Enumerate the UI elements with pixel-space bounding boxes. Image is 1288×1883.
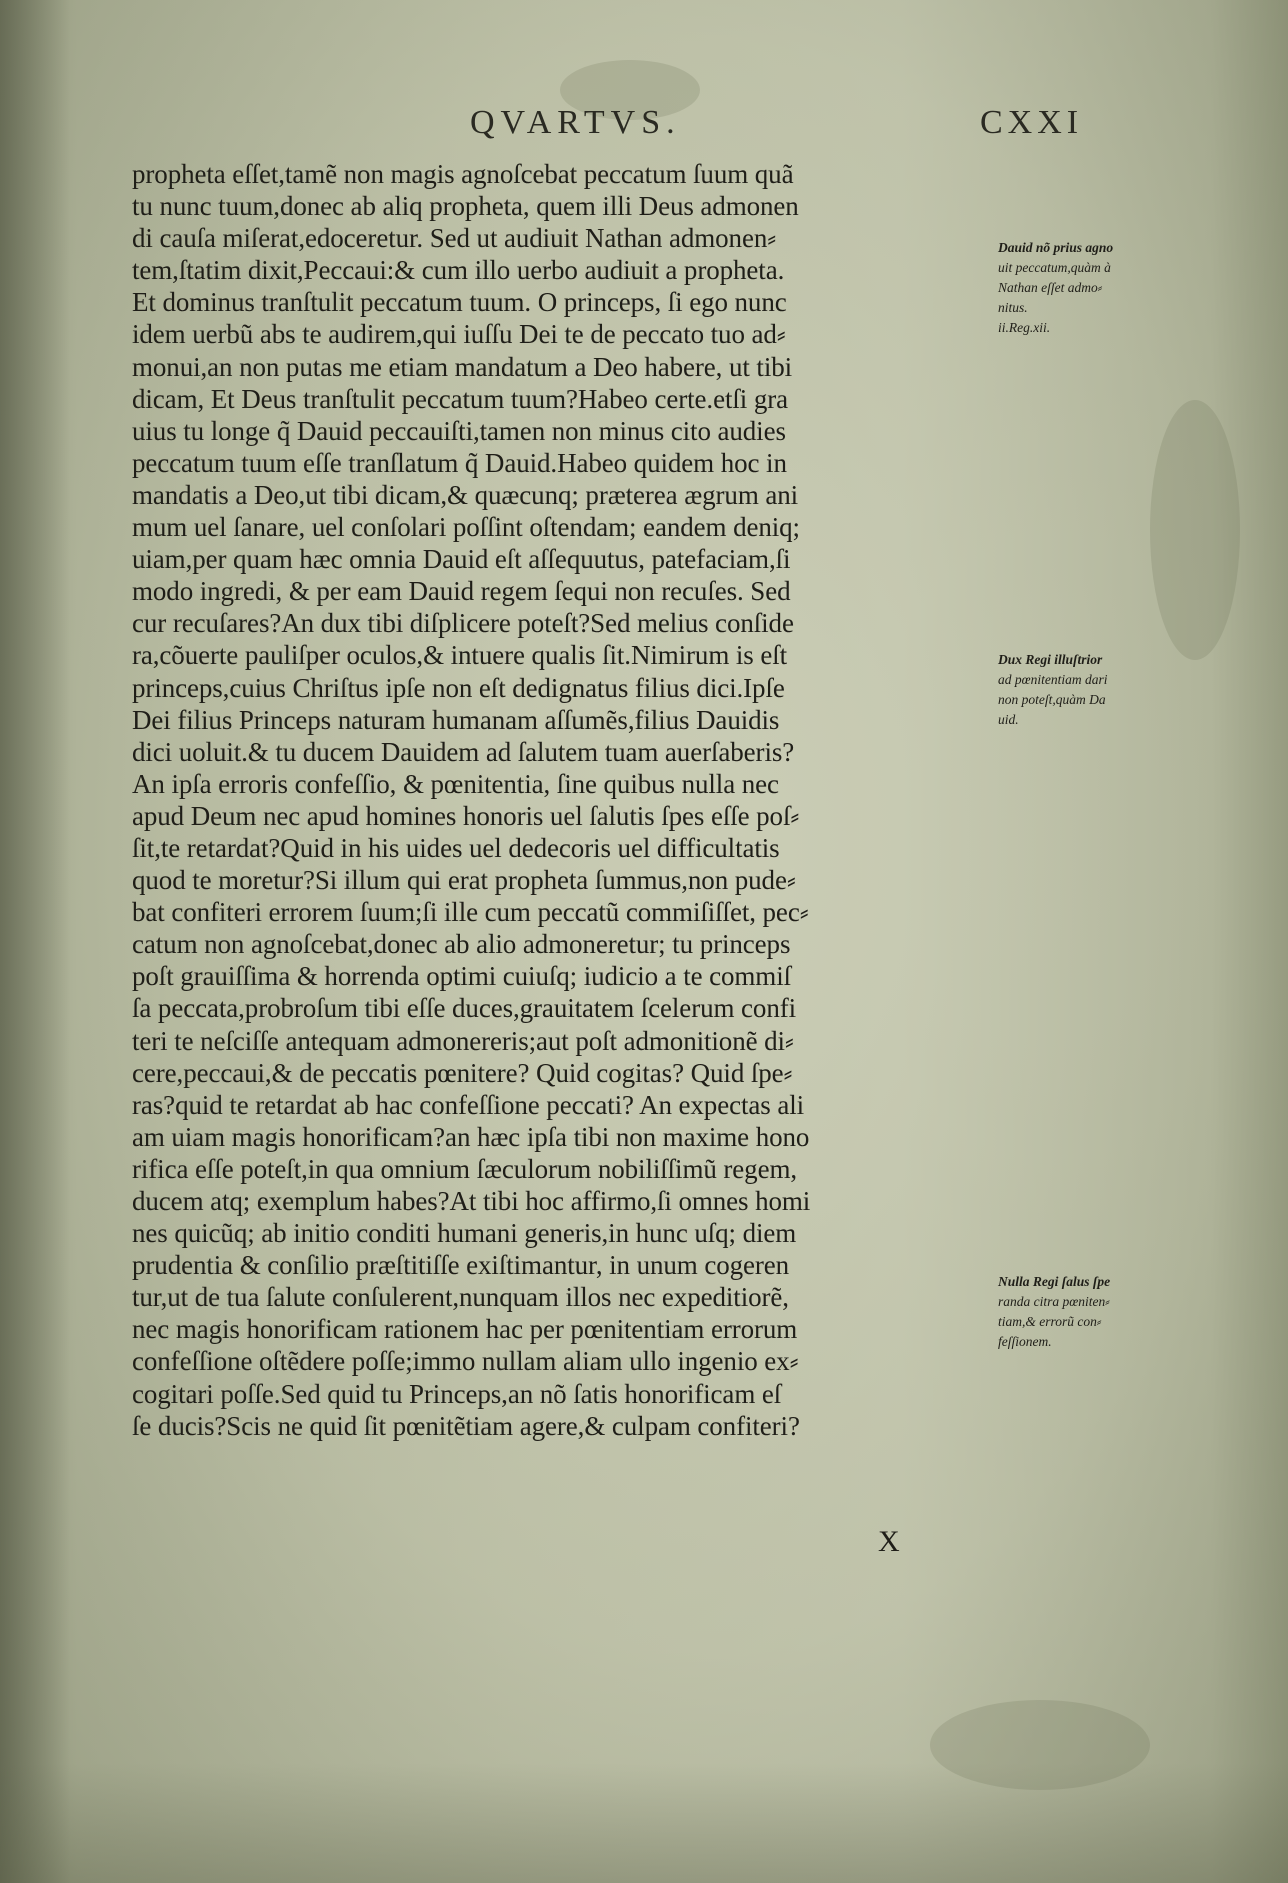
text-line: An ipſa erroris confeſſio, & pœnitentia, ſine quibus nulla nec [132, 768, 779, 799]
marginal-note-line: nitus. [998, 300, 1028, 315]
text-line: poſt grauiſſima & horrenda optimi cuiuſq; iudicio a te commiſ [132, 961, 792, 992]
marginal-note-line: ii.Reg.xii. [998, 320, 1051, 335]
text-line: princeps,cuius Chriſtus ipſe non eſt dedignatus filius dici.Ipſe [132, 672, 785, 703]
text-line: tur,ut de tua ſalute conſulerent,nunquam illos nec expeditiorẽ, [132, 1282, 789, 1313]
text-line: cere,peccaui,& de peccatis pœnitere? Quid cogitas? Quid ſpe⸗ [132, 1057, 793, 1088]
marginal-note-line: uid. [998, 712, 1019, 727]
text-line: modo ingredi, & per eam Dauid regem ſequi non recuſes. Sed [132, 576, 791, 607]
marginal-note-line: tiam,& errorũ con⸗ [998, 1314, 1102, 1329]
text-line: uiam,per quam hæc omnia Dauid eſt aſſequutus, patefaciam,ſi [132, 544, 791, 575]
text-line: mandatis a Deo,ut tibi dicam,& quæcunq; præterea ægrum ani [132, 479, 799, 510]
text-line: tu nunc tuum,donec ab aliq propheta, quem illi Deus admonen [132, 191, 799, 222]
text-line: ſa peccata,probroſum tibi eſſe duces,grauitatem ſcelerum confi [132, 993, 797, 1024]
text-line: rifica eſſe poteſt,in qua omnium ſæculorum nobiliſſimũ regem, [132, 1153, 798, 1184]
main-text-block [132, 158, 982, 1442]
marginal-note [998, 1272, 1158, 1352]
text-line: uius tu longe q̃ Dauid peccauiſti,tamen non minus cito audies [132, 415, 786, 446]
text-line: Et dominus tranſtulit peccatum tuum. O princeps, ſi ego nunc [132, 287, 787, 318]
text-line: apud Deum nec apud homines honoris uel ſalutis ſpes eſſe poſ⸗ [132, 800, 800, 831]
paper-stain [1150, 400, 1240, 660]
marginal-note-line: randa citra pœniten⸗ [998, 1294, 1110, 1309]
text-line: ra,cõuerte pauliſper oculos,& intuere qualis ſit.Nimirum is eſt [132, 640, 788, 671]
text-line: mum uel ſanare, uel conſolari poſſint oſtendam; eandem deniq; [132, 512, 800, 543]
text-line: peccatum tuum eſſe tranſlatum q̃ Dauid.Habeo quidem hoc in [132, 447, 787, 478]
text-line: bat confiteri errorem ſuum;ſi ille cum peccatũ commiſiſſet, pec⸗ [132, 897, 809, 928]
text-line: confeſſione oſtẽdere poſſe;immo nullam aliam ullo ingenio ex⸗ [132, 1346, 799, 1377]
text-line: idem uerbũ abs te audirem,qui iuſſu Dei te de peccato tuo ad⸗ [132, 319, 786, 350]
text-line: cogitari poſſe.Sed quid tu Princeps,an nõ ſatis honorificam eſ [132, 1378, 782, 1409]
marginal-note-line: Dux Regi illuſtrior [998, 652, 1103, 667]
marginal-note-line: non poteſt,quàm Da [998, 692, 1106, 707]
marginal-note-line: Dauid nõ prius agno [998, 240, 1114, 255]
text-line: ras?quid te retardat ab hac confeſſione peccati? An expectas ali [132, 1089, 805, 1120]
text-line: prudentia & conſilio præſtitiſſe exiſtimantur, in unum cogeren [132, 1250, 790, 1281]
marginal-note-line: ad pœnitentiam dari [998, 672, 1108, 687]
text-line: tem,ſtatim dixit,Peccaui:& cum illo uerbo audiuit a propheta. [132, 255, 785, 286]
text-line: ſe ducis?Scis ne quid ſit pœnitẽtiam agere,& culpam confiteri? [132, 1410, 800, 1441]
signature-mark: X [878, 1525, 900, 1558]
text-line: propheta eſſet,tamẽ non magis agnoſcebat peccatum ſuum quã [132, 159, 794, 189]
marginal-note-line: uit peccatum,quàm à [998, 260, 1111, 275]
text-line: dici uoluit.& tu ducem Dauidem ad ſalutem tuam auerſaberis? [132, 736, 795, 767]
running-head: QVARTVS. [470, 104, 681, 141]
text-line: nec magis honorificam rationem hac per pœnitentiam errorum [132, 1314, 798, 1345]
text-line: am uiam magis honorificam?an hæc ipſa tibi non maxime hono [132, 1121, 810, 1152]
text-line: monui,an non putas me etiam mandatum a Deo habere, ut tibi [132, 351, 793, 382]
text-line: teri te neſciſſe antequam admonereris;aut poſt admonitionẽ di⸗ [132, 1025, 794, 1056]
paper-stain [930, 1700, 1150, 1790]
marginal-note-line: feſſionem. [998, 1334, 1052, 1349]
text-line: nes quicũq; ab initio conditi humani generis,in hunc uſq; diem [132, 1218, 797, 1249]
text-line: ſit,te retardat?Quid in his uides uel dedecoris uel difficultatis [132, 832, 780, 863]
text-line: catum non agnoſcebat,donec ab alio admoneretur; tu princeps [132, 929, 791, 960]
text-line: Dei filius Princeps naturam humanam aſſumẽs,filius Dauidis [132, 704, 780, 735]
text-line: quod te moretur?Si illum qui erat propheta ſummus,non pude⸗ [132, 865, 796, 896]
text-line: cur recuſares?An dux tibi diſplicere poteſt?Sed melius conſide [132, 608, 794, 639]
text-line: di cauſa miſerat,edoceretur. Sed ut audiuit Nathan admonen⸗ [132, 223, 777, 254]
marginal-note [998, 238, 1158, 338]
text-line: dicam, Et Deus tranſtulit peccatum tuum?Habeo certe.etſi gra [132, 383, 788, 414]
folio-number: CXXI [980, 104, 1084, 141]
text-line: ducem atq; exemplum habes?At tibi hoc affirmo,ſi omnes homi [132, 1186, 811, 1216]
marginal-note [998, 650, 1158, 730]
marginal-note-line: Nulla Regi ſalus ſpe [998, 1274, 1111, 1289]
marginal-note-line: Nathan eſſet admo⸗ [998, 280, 1103, 295]
